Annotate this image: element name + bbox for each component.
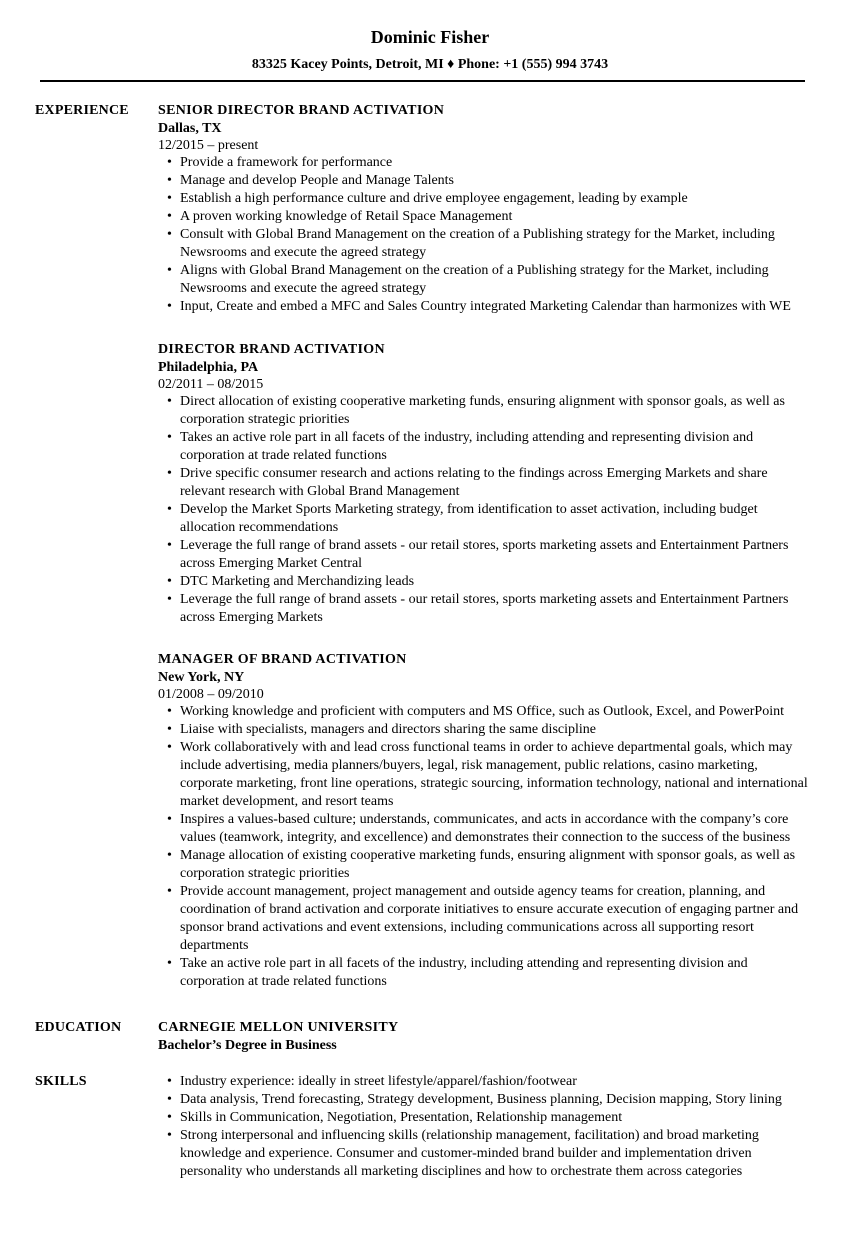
list-item: • Input, Create and embed a MFC and Sales Country integrated Marketing Calendar than harmonizes with WE xyxy=(180,298,813,316)
list-item: • Direct allocation of existing cooperative marketing funds, ensuring alignment with sponsor goals, as well as corporation strategic priorities xyxy=(180,393,813,429)
list-item: • Takes an active role part in all facets of the industry, including attending and representing division and corporation at trade related functions xyxy=(180,429,813,465)
resume-header xyxy=(0,0,860,82)
experience-section xyxy=(0,102,860,991)
job-entry xyxy=(158,102,813,316)
experience-heading: EXPERIENCE xyxy=(35,103,129,118)
job-dates: 01/2008 – 09/2010 xyxy=(158,687,264,702)
list-item: • Take an active role part in all facets of the industry, including attending and representing division and corporation at trade related functions xyxy=(180,955,813,991)
job-title: DIRECTOR BRAND ACTIVATION xyxy=(158,342,385,357)
job-bullets xyxy=(158,703,813,991)
job-entry xyxy=(158,341,813,627)
candidate-name: Dominic Fisher xyxy=(370,27,490,47)
list-item: • Drive specific consumer research and actions relating to the findings across Emerging Markets and share relevant research with Global Brand Management xyxy=(180,465,813,501)
job-bullets xyxy=(158,393,813,627)
skills-heading: SKILLS xyxy=(35,1074,87,1089)
list-item: • Strong interpersonal and influencing skills (relationship management, facilitation) and broad marketing knowledge and experience. Consumer and customer-minded brand builder and implementation driven personality who understands all marketing disciplines and how to orchestrate them across categories xyxy=(180,1127,813,1181)
job-title: MANAGER OF BRAND ACTIVATION xyxy=(158,652,407,667)
job-title: SENIOR DIRECTOR BRAND ACTIVATION xyxy=(158,103,445,118)
education-section xyxy=(0,1019,860,1055)
list-item: • Consult with Global Brand Management on the creation of a Publishing strategy for the Market, including Newsrooms and execute the agreed strategy xyxy=(180,226,813,262)
list-item: • Liaise with specialists, managers and directors sharing the same discipline xyxy=(180,721,813,739)
job-location: Philadelphia, PA xyxy=(158,360,259,375)
list-item: • Work collaboratively with and lead cross functional teams in order to achieve departmental goals, which may include advertising, media planners/buyers, legal, risk management, public relations, casino marketing, corporate marketing, front line operations, strategic sourcing, information technology, national and international market development, and resort teams xyxy=(180,739,813,811)
contact-line: 83325 Kacey Points, Detroit, MI ♦ Phone: +1 (555) 994 3743 xyxy=(251,57,609,72)
skills-body xyxy=(158,1073,813,1181)
list-item: • Develop the Market Sports Marketing strategy, from identification to asset activation, including budget allocation recommendations xyxy=(180,501,813,537)
experience-body xyxy=(158,102,813,991)
list-item: • Provide account management, project management and outside agency teams for creation, planning, and coordination of brand activation and corporate initiatives to ensure accurate execution of engaging partner and sponsor brand activations and event extensions, including communications across all supporting resort departments xyxy=(180,883,813,955)
list-item: • Working knowledge and proficient with computers and MS Office, such as Outlook, Excel, and PowerPoint xyxy=(180,703,813,721)
list-item: • Industry experience: ideally in street lifestyle/apparel/fashion/footwear xyxy=(180,1073,813,1091)
list-item: • Manage allocation of existing cooperative marketing funds, ensuring alignment with sponsor goals, as well as corporation strategic priorities xyxy=(180,847,813,883)
degree: Bachelor’s Degree in Business xyxy=(158,1038,337,1053)
job-entry xyxy=(158,651,813,991)
skills-bullets xyxy=(158,1073,813,1181)
school-name: CARNEGIE MELLON UNIVERSITY xyxy=(158,1020,399,1035)
education-heading: EDUCATION xyxy=(35,1020,122,1035)
list-item: • A proven working knowledge of Retail Space Management xyxy=(180,208,813,226)
job-location: New York, NY xyxy=(158,670,245,685)
list-item: • Data analysis, Trend forecasting, Strategy development, Business planning, Decision mapping, Story lining xyxy=(180,1091,813,1109)
job-dates: 02/2011 – 08/2015 xyxy=(158,377,264,392)
list-item: • Manage and develop People and Manage Talents xyxy=(180,172,813,190)
job-dates: 12/2015 – present xyxy=(158,138,259,153)
list-item: • Leverage the full range of brand assets - our retail stores, sports marketing assets and Entertainment Partners across Emerging Market Central xyxy=(180,537,813,573)
list-item: • Aligns with Global Brand Management on the creation of a Publishing strategy for the Market, including Newsrooms and execute the agreed strategy xyxy=(180,262,813,298)
list-item: • DTC Marketing and Merchandizing leads xyxy=(180,573,813,591)
job-bullets xyxy=(158,154,813,316)
list-item: • Leverage the full range of brand assets - our retail stores, sports marketing assets and Entertainment Partners across Emerging Markets xyxy=(180,591,813,627)
education-body xyxy=(158,1019,813,1055)
list-item: • Inspires a values-based culture; understands, communicates, and acts in accordance with the company’s core values (teamwork, integrity, and excellence) and demonstrates their connection to the success of the business xyxy=(180,811,813,847)
list-item: • Provide a framework for performance xyxy=(180,154,813,172)
header-divider xyxy=(40,80,805,82)
list-item: • Establish a high performance culture and drive employee engagement, leading by example xyxy=(180,190,813,208)
list-item: • Skills in Communication, Negotiation, Presentation, Relationship management xyxy=(180,1109,813,1127)
job-location: Dallas, TX xyxy=(158,121,222,136)
skills-section xyxy=(0,1073,860,1181)
